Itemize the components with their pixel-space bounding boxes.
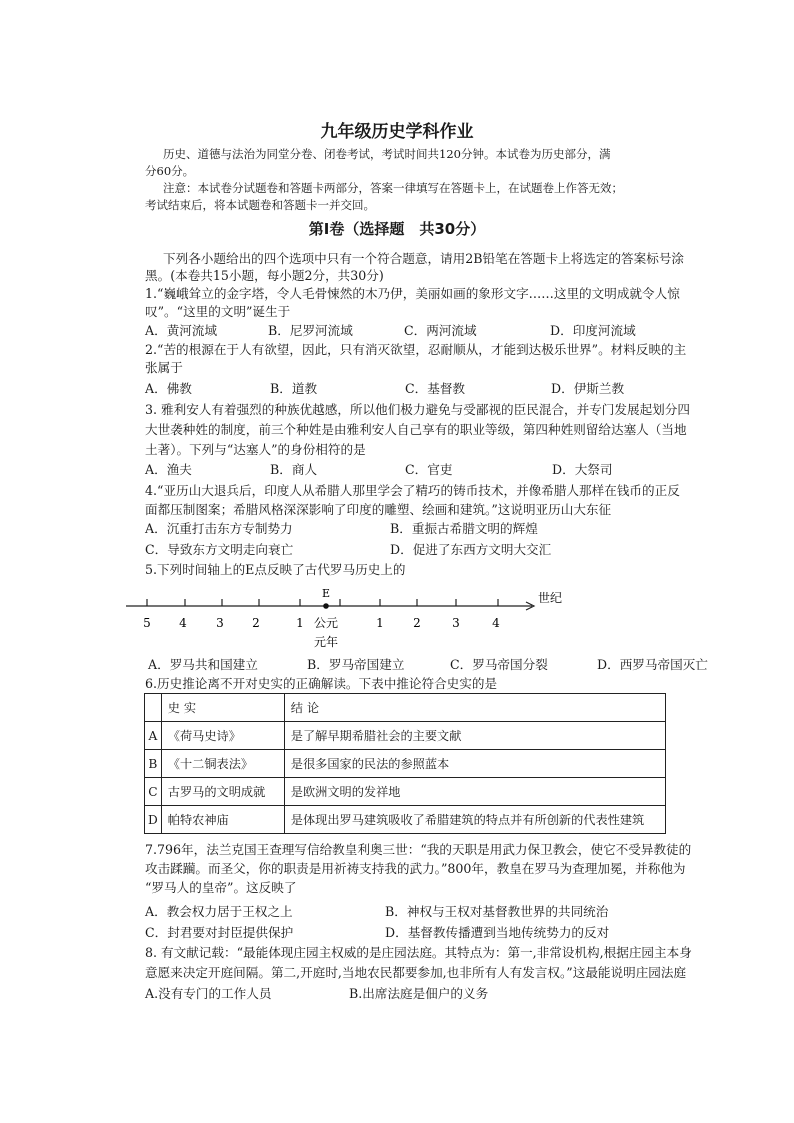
notice-line: 考试结束后，将本试题卷和答题卡一并交回。 bbox=[145, 198, 375, 212]
question-8-stem: 8. 有文献记载：“最能体现庄园主权威的是庄园法庭。其特点为：第一,非常设机构,根据庄园主本身 bbox=[145, 945, 692, 960]
question-8-option-a: A.没有专门的工作人员 bbox=[145, 986, 272, 1001]
question-5-stem: 5.下列时间轴上的E点反映了古代罗马历史上的 bbox=[145, 562, 406, 577]
timeline-tick-label: 1 bbox=[296, 616, 304, 630]
timeline-tick-label: 4 bbox=[179, 616, 187, 630]
intro-line: 分60分。 bbox=[145, 164, 195, 178]
question-4-option-b: B．重振古希腊文明的辉煌 bbox=[390, 521, 538, 536]
question-3-option-d: D．大祭司 bbox=[552, 462, 613, 477]
question-3-stem: 大世袭种姓的制度，前三个种姓是由雅利安人自己享有的职业等级，第四种姓则留给达塞人（当地 bbox=[145, 422, 687, 437]
row-key: A bbox=[145, 722, 162, 750]
question-2-stem: 2.“苦的根源在于人有欲望，因此，只有消灭欲望，忍耐顺从，才能到达极乐世界”。材料反映的主 bbox=[145, 342, 687, 357]
question-1-option-d: D．印度河流域 bbox=[550, 323, 636, 338]
row-conclusion: 是体现出罗马建筑吸收了希腊建筑的特点并有所创新的代表性建筑 bbox=[284, 806, 665, 834]
question-4-stem: 4.“亚历山大退兵后，印度人从希腊人那里学会了精巧的铸币技术，并像希腊人那样在钱币的正反 bbox=[145, 483, 680, 498]
question-5-option-d: D．西罗马帝国灭亡 bbox=[597, 657, 708, 672]
question-3-option-c: C．官吏 bbox=[405, 462, 453, 477]
table-row bbox=[145, 806, 666, 834]
table-row bbox=[145, 778, 666, 806]
table-header-conclusion: 结 论 bbox=[284, 694, 665, 722]
row-conclusion: 是很多国家的民法的参照蓝本 bbox=[284, 750, 665, 778]
table-header-row bbox=[145, 694, 666, 722]
instruction-line: 下列各小题给出的四个选项中只有一个符合题意，请用2B铅笔在答题卡上将选定的答案标号涂 bbox=[163, 251, 685, 266]
timeline-tick-label: 2 bbox=[413, 616, 421, 630]
question-3-option-b: B．商人 bbox=[270, 462, 318, 477]
table-row bbox=[145, 722, 666, 750]
timeline-tick-label: 2 bbox=[252, 616, 260, 630]
timeline-tick-label: 3 bbox=[216, 616, 224, 630]
page-title: 九年级历史学科作业 bbox=[320, 122, 474, 142]
question-7-option-c: C．封君要对封臣提供保护 bbox=[145, 925, 294, 940]
timeline-tick-label: 5 bbox=[143, 616, 151, 630]
row-key: B bbox=[145, 750, 162, 778]
notice-line: 注意：本试卷分试题卷和答题卡两部分，答案一律填写在答题卡上，在试题卷上作答无效； bbox=[163, 181, 623, 195]
row-key: C bbox=[145, 778, 162, 806]
question-4-option-a: A．沉重打击东方专制势力 bbox=[145, 521, 293, 536]
table-header-fact: 史 实 bbox=[161, 694, 284, 722]
question-2-option-d: D．伊斯兰教 bbox=[551, 381, 625, 396]
question-1-option-c: C．两河流域 bbox=[404, 323, 477, 338]
row-key: D bbox=[145, 806, 162, 834]
row-fact: 古罗马的文明成就 bbox=[161, 778, 284, 806]
timeline-point-e bbox=[323, 603, 329, 609]
question-3-option-a: A．渔夫 bbox=[145, 462, 192, 477]
timeline bbox=[120, 584, 590, 656]
question-2-option-b: B．道教 bbox=[270, 381, 318, 396]
question-1-stem: 叹”。“这里的文明”诞生于 bbox=[145, 304, 291, 319]
question-7-stem: 攻击蹂躏。而圣父，你的职责是用祈祷支持我的武力。”800年，教皇在罗马为查理加冕，并称他为 bbox=[145, 861, 686, 876]
question-2-option-a: A．佛教 bbox=[145, 381, 192, 396]
timeline-point-label: E bbox=[322, 587, 331, 600]
timeline-unit-label: 世纪 bbox=[538, 591, 563, 605]
timeline-tick-label: 4 bbox=[492, 616, 500, 630]
question-1-option-a: A．黄河流域 bbox=[145, 323, 218, 338]
question-7-option-b: B．神权与王权对基督教世界的共同统治 bbox=[385, 904, 609, 919]
row-conclusion: 是了解早期希腊社会的主要文献 bbox=[284, 722, 665, 750]
timeline-origin-label: 元年 bbox=[313, 635, 339, 649]
table-row bbox=[145, 750, 666, 778]
intro-line: 历史、道德与法治为同堂分卷、闭卷考试，考试时间共120分钟。本试卷为历史部分，满 bbox=[163, 147, 611, 161]
row-conclusion: 是欧洲文明的发祥地 bbox=[284, 778, 665, 806]
instruction-line: 黑。(本卷共15小题，每小题2分，共30分) bbox=[145, 268, 384, 283]
question-1-option-b: B．尼罗河流域 bbox=[268, 323, 353, 338]
question-4-option-c: C．导致东方文明走向衰亡 bbox=[145, 542, 294, 557]
table-header-key bbox=[145, 694, 162, 722]
question-5-option-b: B．罗马帝国建立 bbox=[307, 657, 405, 672]
question-7-option-d: D．基督教传播遭到当地传统势力的反对 bbox=[385, 925, 610, 940]
question-2-option-c: C．基督教 bbox=[405, 381, 466, 396]
timeline-tick-label: 3 bbox=[452, 616, 460, 630]
row-fact: 《荷马史诗》 bbox=[161, 722, 284, 750]
question-6-table bbox=[144, 693, 666, 834]
question-5-option-a: A．罗马共和国建立 bbox=[148, 657, 258, 672]
question-5-option-c: C．罗马帝国分裂 bbox=[450, 657, 548, 672]
question-4-stem: 面都压制图案；希腊风格深深影响了印度的雕塑、绘画和建筑。”这说明亚历山大东征 bbox=[145, 502, 612, 517]
question-6-stem: 6.历史推论离不开对史实的正确解读。下表中推论符合史实的是 bbox=[145, 676, 498, 691]
timeline-tick-label: 1 bbox=[376, 616, 384, 630]
question-7-stem: “罗马人的皇帝”。这反映了 bbox=[145, 880, 297, 895]
question-7-stem: 7.796年，法兰克国王查理写信给教皇利奥三世：“我的天职是用武力保卫教会，使它不受异教徒的 bbox=[145, 842, 692, 857]
row-fact: 《十二铜表法》 bbox=[161, 750, 284, 778]
question-2-stem: 张属于 bbox=[145, 360, 183, 375]
question-3-stem: 土著）。下列与“达塞人”的身份相符的是 bbox=[145, 442, 366, 457]
question-3-stem: 3. 雅利安人有着强烈的种族优越感，所以他们极力避免与受鄙视的臣民混合，并专门发展起划分四 bbox=[145, 402, 690, 417]
question-8-option-b: B.出席法庭是佃户的义务 bbox=[349, 986, 489, 1001]
timeline-origin-label: 公元 bbox=[313, 616, 339, 630]
question-1-stem: 1.“巍峨耸立的金字塔，令人毛骨悚然的木乃伊，美丽如画的象形文字……这里的文明成就令人惊 bbox=[145, 286, 680, 301]
question-8-stem: 意愿来决定开庭间隔。第二,开庭时,当地农民都要参加,也非所有人有发言权。”这最能说明庄园法庭 bbox=[145, 965, 687, 980]
question-7-option-a: A．教会权力居于王权之上 bbox=[145, 904, 293, 919]
question-4-option-d: D．促进了东西方文明大交汇 bbox=[390, 542, 552, 557]
row-fact: 帕特农神庙 bbox=[161, 806, 284, 834]
section-title: 第Ⅰ卷（选择题 共30分） bbox=[308, 220, 486, 238]
